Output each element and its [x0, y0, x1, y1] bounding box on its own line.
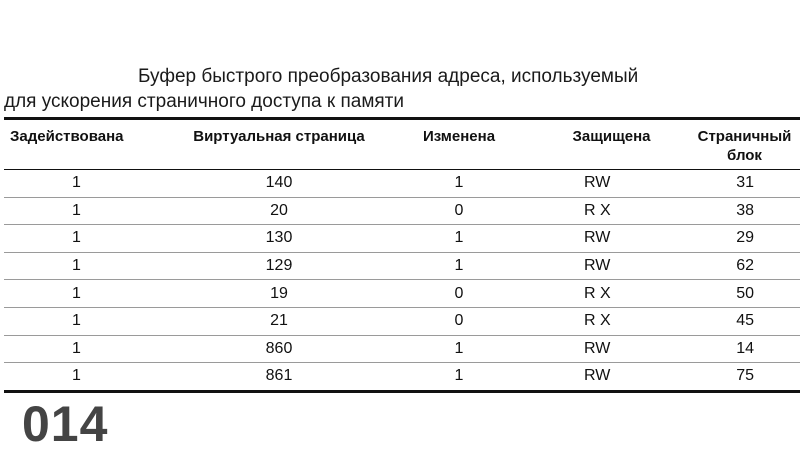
header-used: Задействована	[4, 119, 174, 170]
cell-virtual-page: 140	[174, 170, 384, 198]
cell-used: 1	[4, 252, 174, 280]
cell-page-frame: 62	[689, 252, 800, 280]
cell-page-frame: 14	[689, 335, 800, 363]
cell-used: 1	[4, 307, 174, 335]
cell-used: 1	[4, 335, 174, 363]
header-virtual-page: Виртуальная страница	[174, 119, 384, 170]
cell-used: 1	[4, 363, 174, 392]
table-row	[4, 280, 800, 308]
table-caption	[4, 64, 764, 114]
caption-line-1: Буфер быстрого преобразования адреса, используемый	[138, 66, 639, 87]
cell-virtual-page: 861	[174, 363, 384, 392]
cell-modified: 1	[384, 252, 534, 280]
cell-modified: 1	[384, 225, 534, 253]
cell-used: 1	[4, 280, 174, 308]
cell-modified: 0	[384, 280, 534, 308]
header-protection: Защищена	[534, 119, 689, 170]
tlb-table	[4, 117, 800, 393]
cell-protection: R X	[534, 197, 689, 225]
table-row	[4, 307, 800, 335]
table-header	[4, 119, 800, 170]
cell-protection: R X	[534, 307, 689, 335]
header-page-frame: Страничный блок	[689, 119, 800, 170]
cell-protection: RW	[534, 252, 689, 280]
table-row	[4, 252, 800, 280]
cell-page-frame: 45	[689, 307, 800, 335]
cell-modified: 0	[384, 197, 534, 225]
cell-virtual-page: 860	[174, 335, 384, 363]
cell-used: 1	[4, 197, 174, 225]
cell-virtual-page: 129	[174, 252, 384, 280]
cell-page-frame: 31	[689, 170, 800, 198]
cell-used: 1	[4, 170, 174, 198]
table-row	[4, 335, 800, 363]
cell-virtual-page: 21	[174, 307, 384, 335]
cell-modified: 1	[384, 170, 534, 198]
table-row	[4, 197, 800, 225]
cell-page-frame: 50	[689, 280, 800, 308]
cell-page-frame: 38	[689, 197, 800, 225]
cell-protection: RW	[534, 170, 689, 198]
slide-number: 014	[22, 396, 109, 452]
cell-protection: RW	[534, 363, 689, 392]
cell-protection: R X	[534, 280, 689, 308]
table-row	[4, 363, 800, 392]
caption-line-2: для ускорения страничного доступа к памяти	[4, 91, 405, 112]
cell-used: 1	[4, 225, 174, 253]
cell-modified: 1	[384, 363, 534, 392]
cell-virtual-page: 130	[174, 225, 384, 253]
cell-virtual-page: 19	[174, 280, 384, 308]
cell-page-frame: 75	[689, 363, 800, 392]
cell-virtual-page: 20	[174, 197, 384, 225]
cell-modified: 0	[384, 307, 534, 335]
header-row	[4, 119, 800, 170]
table-body	[4, 170, 800, 392]
cell-protection: RW	[534, 335, 689, 363]
header-modified: Изменена	[384, 119, 534, 170]
cell-protection: RW	[534, 225, 689, 253]
table-row	[4, 225, 800, 253]
cell-page-frame: 29	[689, 225, 800, 253]
cell-modified: 1	[384, 335, 534, 363]
table-row	[4, 170, 800, 198]
